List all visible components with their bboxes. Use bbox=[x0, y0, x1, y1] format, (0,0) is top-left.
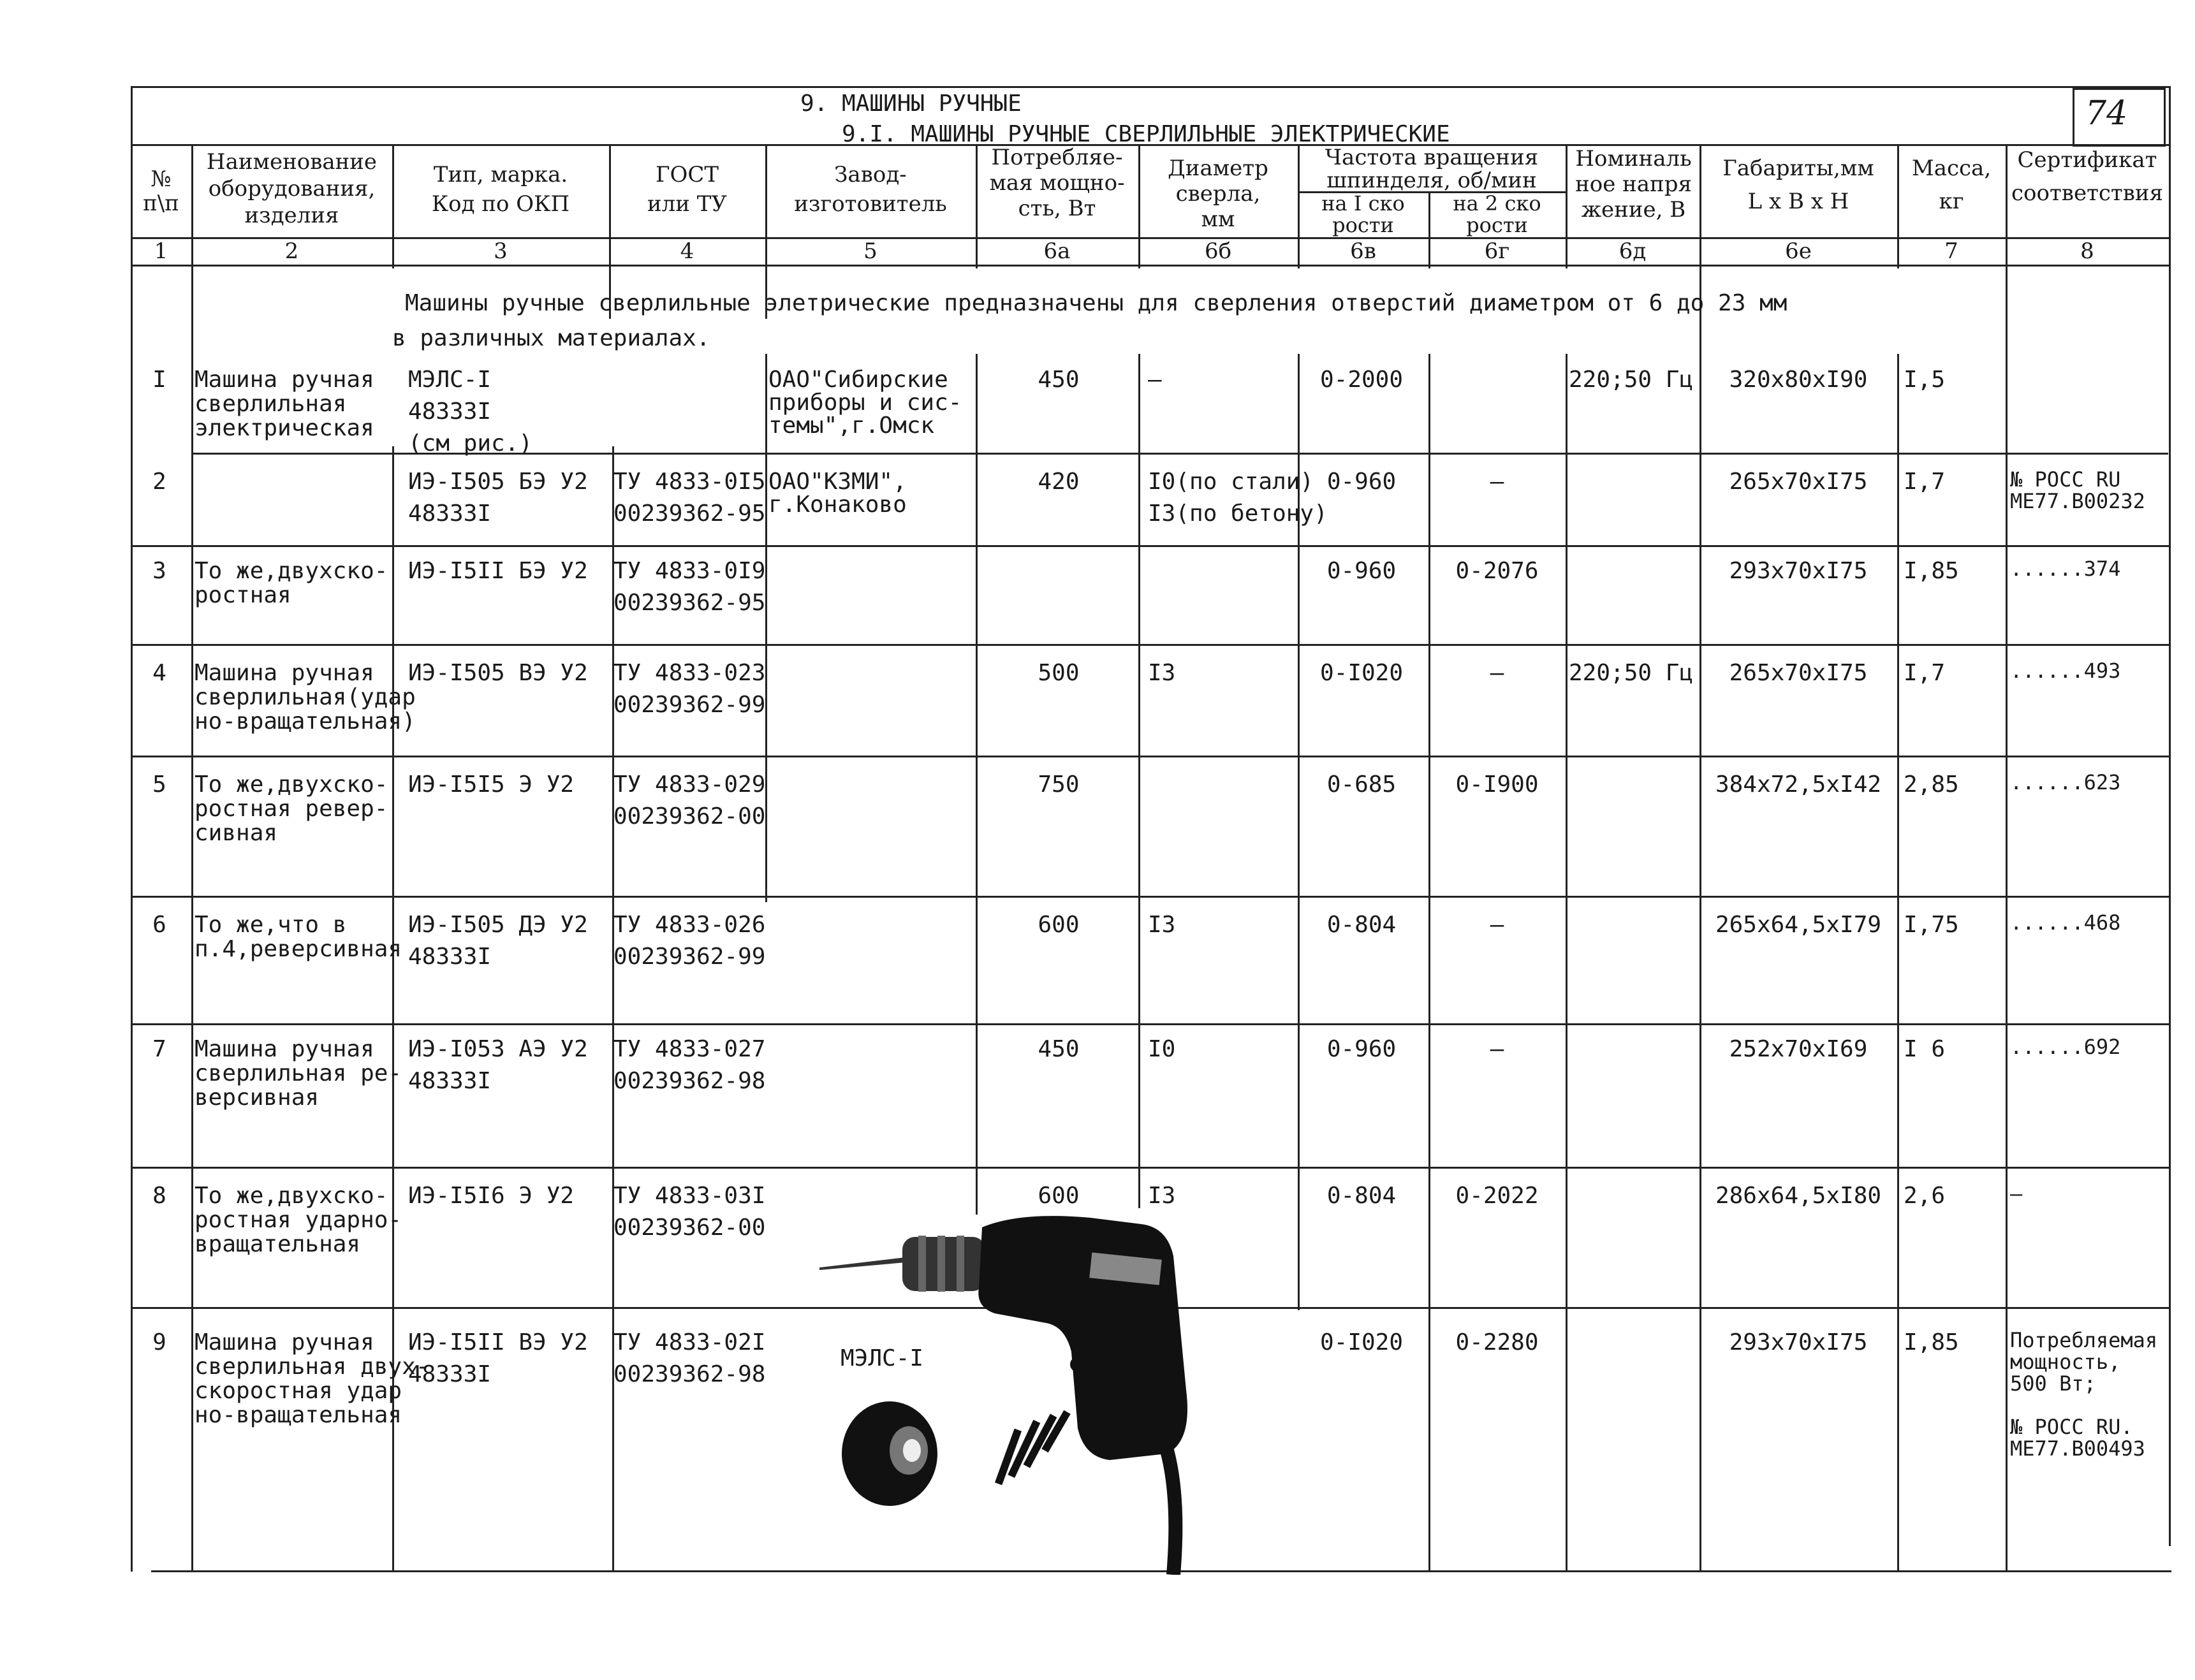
header-num: п\п bbox=[143, 191, 179, 216]
page-number: 74 bbox=[2085, 94, 2128, 133]
row-certificate: мощность, bbox=[2010, 1350, 2121, 1374]
column-number: 6а bbox=[1043, 238, 1071, 264]
row-power: 600 bbox=[1038, 1183, 1080, 1209]
row-dimensions: 293x70xI75 bbox=[1729, 558, 1868, 584]
row-mass: 2,85 bbox=[1904, 771, 1959, 798]
frame-left-line bbox=[131, 86, 133, 1572]
row-certificate: МЕ77.В00232 bbox=[2010, 489, 2145, 513]
row-separator bbox=[131, 756, 2169, 757]
row-gost: ТУ 4833-0I5 bbox=[613, 469, 766, 495]
row-freq-2: – bbox=[1490, 660, 1504, 686]
row-name: вращательная bbox=[195, 1231, 361, 1257]
row-freq-1: 0-960 bbox=[1326, 558, 1397, 584]
row-name: ростная ревер- bbox=[195, 796, 388, 822]
row-type: ИЭ-I5I6 Э У2 bbox=[408, 1183, 575, 1209]
header-freq-2: на 2 ско bbox=[1453, 191, 1541, 215]
subsection-title: 9.I. МАШИНЫ РУЧНЫЕ СВЕРЛИЛЬНЫЕ ЭЛЕКТРИЧЕСКИЕ bbox=[842, 121, 1450, 147]
header-voltage: жение, В bbox=[1581, 197, 1686, 223]
row-name: сверлильная bbox=[195, 391, 347, 417]
header-name: оборудования, bbox=[208, 176, 376, 201]
row-maker: ОАО"КЗМИ", bbox=[768, 469, 907, 495]
row-mass: I,85 bbox=[1904, 1329, 1959, 1355]
header-cert: Сертификат bbox=[2017, 147, 2157, 173]
row-gost: 00239362-00 bbox=[613, 803, 766, 829]
row-certificate: – bbox=[2010, 1181, 2023, 1206]
row-name: п.4,реверсивная bbox=[195, 936, 402, 962]
header-diameter: мм bbox=[1201, 207, 1235, 232]
row-maker: темы",г.Омск bbox=[768, 413, 935, 439]
col-line bbox=[1699, 268, 1701, 1572]
row-mass: I,7 bbox=[1904, 469, 1946, 495]
frame-top-line bbox=[131, 86, 2169, 88]
colnum-bottom-rule bbox=[131, 265, 2169, 267]
drill-illustration bbox=[810, 1199, 1314, 1575]
col-line bbox=[1897, 354, 1899, 1572]
col-line bbox=[191, 144, 193, 1572]
row-power: 420 bbox=[1038, 469, 1080, 495]
header-dims: L x B x H bbox=[1747, 189, 1849, 214]
row-dimensions: 265x70xI75 bbox=[1729, 660, 1868, 686]
row-type: ИЭ-I505 БЭ У2 bbox=[408, 469, 588, 495]
column-number: 4 bbox=[680, 238, 694, 264]
header-cert: соответствия bbox=[2011, 180, 2163, 206]
column-number: 8 bbox=[2080, 238, 2094, 264]
header-power: Потребляе- bbox=[991, 145, 1123, 170]
header-gost: или ТУ bbox=[647, 191, 727, 217]
row-type: 48333I bbox=[408, 398, 492, 425]
row-gost: 00239362-98 bbox=[613, 1068, 766, 1094]
header-voltage: ное напря bbox=[1575, 172, 1692, 197]
header-diameter: Диаметр bbox=[1168, 156, 1268, 181]
row-type: ИЭ-I505 ВЭ У2 bbox=[408, 660, 588, 686]
col-line bbox=[976, 354, 978, 1215]
row-gost: ТУ 4833-029 bbox=[613, 771, 766, 798]
row-certificate: № РОСС RU. bbox=[2010, 1415, 2133, 1439]
row-type: МЭЛС-I bbox=[408, 367, 492, 393]
row-maker: приборы и сис- bbox=[768, 390, 962, 416]
row-name: сверлильная(удар bbox=[195, 684, 416, 710]
row-dimensions: 384x72,5xI42 bbox=[1715, 771, 1882, 798]
row-freq-2: – bbox=[1490, 469, 1504, 495]
row-name: То же,двухско- bbox=[195, 1183, 388, 1209]
row-name: Машина ручная bbox=[195, 1036, 374, 1062]
row-name: сверлильная двух- bbox=[195, 1354, 430, 1380]
row-certificate: ......493 bbox=[2010, 659, 2121, 683]
figure-caption: МЭЛС-I bbox=[841, 1345, 924, 1371]
col-line bbox=[1428, 354, 1430, 1572]
row-number: 5 bbox=[152, 771, 166, 798]
row-diameter: I0 bbox=[1148, 1036, 1176, 1062]
intro-line-2: в различных материалах. bbox=[392, 325, 710, 351]
row-dimensions: 265x70xI75 bbox=[1729, 469, 1868, 495]
row-dimensions: 286x64,5xI80 bbox=[1715, 1183, 1882, 1209]
row-separator bbox=[131, 1023, 2169, 1025]
row-number: 7 bbox=[152, 1036, 166, 1062]
header-freq-2: рости bbox=[1466, 213, 1528, 237]
row-separator bbox=[131, 1167, 2169, 1169]
header-freq: Частота вращения bbox=[1325, 145, 1539, 170]
row-type: (см рис.) bbox=[408, 430, 533, 457]
header-type: Тип, марка. bbox=[433, 162, 568, 187]
row-freq-2: 0-2076 bbox=[1455, 558, 1539, 584]
row-number: I bbox=[152, 367, 166, 393]
row-freq-2: – bbox=[1490, 1036, 1504, 1062]
row-diameter: – bbox=[1148, 367, 1162, 393]
row-name: сивная bbox=[195, 820, 278, 846]
row-number: 6 bbox=[152, 912, 166, 938]
row-type: ИЭ-I5II ВЭ У2 bbox=[408, 1329, 588, 1355]
row-freq-1: 0-960 bbox=[1326, 469, 1397, 495]
row-type: 48333I bbox=[408, 1361, 492, 1387]
column-number: 6г bbox=[1484, 238, 1510, 264]
row-voltage: 220;50 Гц bbox=[1569, 660, 1694, 686]
col-line bbox=[1566, 354, 1567, 1572]
row-dimensions: 252x70xI69 bbox=[1729, 1036, 1868, 1062]
row-gost: 00239362-99 bbox=[613, 944, 766, 970]
row-diameter: I3 bbox=[1148, 660, 1176, 686]
row-name: Машина ручная bbox=[195, 660, 374, 686]
row-gost: ТУ 4833-027 bbox=[613, 1036, 766, 1062]
row-number: 2 bbox=[152, 469, 166, 495]
row-gost: 00239362-00 bbox=[613, 1215, 766, 1241]
row-freq-1: 0-960 bbox=[1326, 1036, 1397, 1062]
row-gost: ТУ 4833-023 bbox=[613, 660, 766, 686]
row-name: То же,двухско- bbox=[195, 558, 388, 584]
row-power: 500 bbox=[1038, 660, 1080, 686]
row-freq-2: 0-I900 bbox=[1455, 771, 1539, 798]
row-freq-2: – bbox=[1490, 912, 1504, 938]
row-name: скоростная удар bbox=[195, 1378, 402, 1404]
row-power: 450 bbox=[1038, 367, 1080, 393]
row-number: 3 bbox=[152, 558, 166, 584]
header-name: изделия bbox=[244, 203, 339, 228]
row-number: 4 bbox=[152, 660, 166, 686]
header-diameter: сверла, bbox=[1175, 181, 1261, 207]
row-freq-1: 0-I020 bbox=[1319, 660, 1404, 686]
header-voltage: Номиналь bbox=[1575, 146, 1692, 172]
row-type: 48333I bbox=[408, 500, 492, 527]
row-certificate: МЕ77.В00493 bbox=[2010, 1436, 2145, 1461]
row-freq-1: 0-804 bbox=[1326, 912, 1397, 938]
header-num: № bbox=[150, 166, 172, 192]
column-number: 7 bbox=[1944, 238, 1958, 264]
row-type: 48333I bbox=[408, 944, 492, 970]
header-freq-1: рости bbox=[1332, 213, 1394, 237]
row-certificate: ......468 bbox=[2010, 910, 2121, 935]
col-line bbox=[1138, 354, 1140, 1208]
row-name: сверлильная ре- bbox=[195, 1060, 402, 1086]
row-certificate: № РОСС RU bbox=[2010, 467, 2121, 492]
row-power: 600 bbox=[1038, 912, 1080, 938]
header-name: Наименование bbox=[206, 149, 378, 175]
row-freq-2: 0-2022 bbox=[1455, 1183, 1539, 1209]
row-diameter: I3 bbox=[1148, 1183, 1176, 1209]
row-diameter: I0(по стали) bbox=[1148, 469, 1314, 495]
header-power: сть, Вт bbox=[1018, 196, 1096, 221]
section-title: 9. МАШИНЫ РУЧНЫЕ bbox=[800, 91, 1022, 117]
row-number: 9 bbox=[152, 1329, 166, 1355]
row-name: ростная ударно- bbox=[195, 1207, 402, 1233]
drill-cord bbox=[1167, 1450, 1175, 1575]
row-gost: ТУ 4833-03I bbox=[613, 1183, 766, 1209]
row-mass: I 6 bbox=[1904, 1036, 1946, 1062]
column-number: 6в bbox=[1350, 238, 1376, 264]
row-name: электрическая bbox=[195, 415, 374, 441]
row-freq-1: 0-I020 bbox=[1319, 1329, 1404, 1355]
header-mass: кг bbox=[1939, 189, 1964, 214]
row-freq-1: 0-685 bbox=[1326, 771, 1397, 798]
frame-right-line bbox=[2169, 86, 2171, 1546]
row-name: ростная bbox=[195, 582, 291, 608]
header-maker: Завод- bbox=[834, 162, 907, 187]
row-mass: I,5 bbox=[1904, 367, 1946, 393]
row-name: Машина ручная bbox=[195, 367, 374, 393]
row-mass: I,75 bbox=[1904, 912, 1959, 938]
row-dimensions: 320x80xI90 bbox=[1729, 367, 1868, 393]
row-mass: 2,6 bbox=[1904, 1183, 1946, 1209]
row-separator bbox=[131, 896, 2169, 898]
row-dimensions: 293x70xI75 bbox=[1729, 1329, 1868, 1355]
row-separator bbox=[131, 545, 2169, 547]
row-freq-2: 0-2280 bbox=[1455, 1329, 1539, 1355]
row-name: То же,что в bbox=[195, 912, 347, 938]
column-number: 5 bbox=[863, 238, 877, 264]
column-number: 2 bbox=[284, 238, 299, 264]
row-number: 8 bbox=[152, 1183, 166, 1209]
row-gost: 00239362-98 bbox=[613, 1361, 766, 1387]
row-dimensions: 265x64,5xI79 bbox=[1715, 912, 1882, 938]
row-gost: ТУ 4833-02I bbox=[613, 1329, 766, 1355]
header-maker: изготовитель bbox=[794, 191, 947, 217]
column-number: 1 bbox=[154, 238, 168, 264]
header-mass: Масса, bbox=[1911, 156, 1992, 181]
row-power: 450 bbox=[1038, 1036, 1080, 1062]
row-diameter: I3(по бетону) bbox=[1148, 500, 1328, 527]
row-freq-1: 0-804 bbox=[1326, 1183, 1397, 1209]
row-name: но-вращательная) bbox=[195, 708, 416, 734]
row-certificate: ......374 bbox=[2010, 557, 2121, 581]
row-diameter: I3 bbox=[1148, 912, 1176, 938]
row-certificate: 500 Вт; bbox=[2010, 1371, 2096, 1396]
row-gost: ТУ 4833-026 bbox=[613, 912, 766, 938]
row-maker: г.Конаково bbox=[768, 492, 907, 518]
header-power: мая мощно- bbox=[989, 170, 1125, 196]
row-name: То же,двухско- bbox=[195, 771, 388, 798]
row-gost: 00239362-95 bbox=[613, 590, 766, 616]
row-type: ИЭ-I053 АЭ У2 bbox=[408, 1036, 588, 1062]
column-number: 6д bbox=[1619, 238, 1647, 264]
row-certificate: ......692 bbox=[2010, 1035, 2121, 1059]
intro-line-1: Машины ручные сверлильные элетрические предназначены для сверления отверстий диаметром от 6 до 23 мм bbox=[405, 290, 1788, 316]
row-freq-1: 0-2000 bbox=[1319, 367, 1404, 393]
row-voltage: 220;50 Гц bbox=[1569, 367, 1694, 393]
drill-bit bbox=[819, 1257, 906, 1270]
row-mass: I,7 bbox=[1904, 660, 1946, 686]
row-type: ИЭ-I505 ДЭ У2 bbox=[408, 912, 588, 938]
header-gost: ГОСТ bbox=[655, 162, 719, 187]
row-certificate: Потребляемая bbox=[2010, 1328, 2158, 1352]
header-freq-1: на I ско bbox=[1321, 191, 1405, 215]
header-type: Код по ОКП bbox=[431, 191, 570, 217]
row-name: версивная bbox=[195, 1085, 319, 1111]
col-line bbox=[2006, 268, 2008, 1572]
col-line bbox=[765, 354, 767, 902]
row-type: ИЭ-I5II БЭ У2 bbox=[408, 558, 588, 584]
row-name: Машина ручная bbox=[195, 1329, 374, 1355]
row-type: ИЭ-I5I5 Э У2 bbox=[408, 771, 575, 798]
header-dims: Габариты,мм bbox=[1722, 156, 1874, 181]
column-number: 3 bbox=[494, 238, 508, 264]
row-mass: I,85 bbox=[1904, 558, 1959, 584]
row-power: 750 bbox=[1038, 771, 1080, 798]
drill-body bbox=[978, 1216, 1187, 1460]
column-number: 6б bbox=[1204, 238, 1232, 264]
row-gost: ТУ 4833-0I9 bbox=[613, 558, 766, 584]
header-freq: шпинделя, об/мин bbox=[1326, 168, 1537, 193]
row-type: 48333I bbox=[408, 1068, 492, 1094]
row-name: но-вращательная bbox=[195, 1402, 402, 1428]
row-gost: 00239362-99 bbox=[613, 692, 766, 718]
row-separator bbox=[131, 644, 2169, 646]
row-certificate: ......623 bbox=[2010, 770, 2121, 794]
row-maker: ОАО"Сибирские bbox=[768, 367, 948, 393]
row-gost: 00239362-95 bbox=[613, 500, 766, 527]
column-number: 6е bbox=[1785, 238, 1812, 264]
